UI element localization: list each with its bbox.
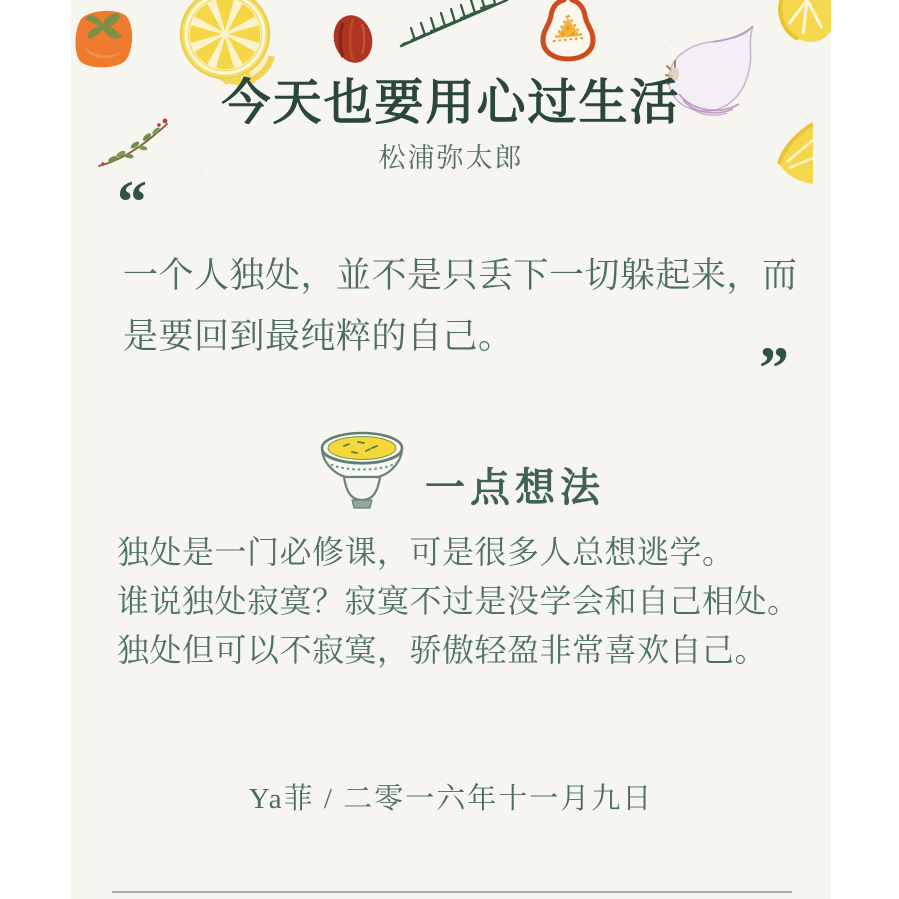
pear-half-icon xyxy=(536,0,600,62)
quote-card xyxy=(71,0,831,899)
section-heading: 一点想法 xyxy=(425,465,605,510)
thought-line: 独处是一门必修课，可是很多人总想逃学。 xyxy=(117,534,735,570)
soup-bowl-icon xyxy=(314,424,410,519)
thought-line: 谁说独处寂寞？寂寞不过是没学会和自己相处。 xyxy=(117,583,800,619)
quote-text-line-2: 是要回到最纯粹的自己。 xyxy=(123,317,514,356)
thought-line: 独处但可以不寂寞，骄傲轻盈非常喜欢自己。 xyxy=(117,632,768,668)
quote-text-line-1: 一个人独处，並不是只丢下一切躲起来，而 xyxy=(123,256,798,295)
signature-date: Ya菲 / 二零一六年十一月九日 xyxy=(248,783,654,815)
thoughts-list xyxy=(117,528,817,675)
page-title: 今天也要用心过生活 xyxy=(221,75,681,130)
author-name: 松浦弥太郎 xyxy=(378,143,524,173)
open-quote-mark: “ xyxy=(117,169,147,235)
persimmon-icon xyxy=(72,5,134,69)
red-date-icon xyxy=(329,13,377,65)
lemon-half-icon xyxy=(776,0,831,46)
rosemary-sprig-icon xyxy=(395,0,511,50)
close-quote-mark: ” xyxy=(759,335,789,401)
bottom-divider xyxy=(112,891,792,893)
